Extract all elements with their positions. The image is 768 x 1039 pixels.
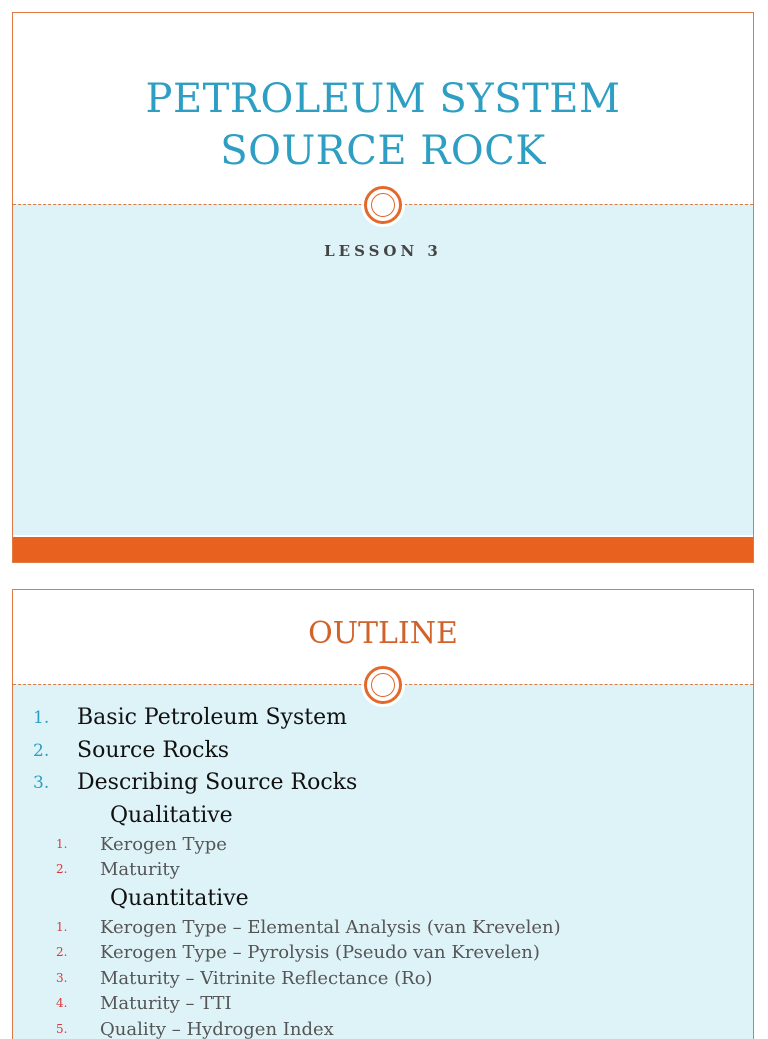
sub-list-item [13, 940, 753, 966]
outline-title: OUTLINE [13, 616, 753, 651]
sub-list-item [13, 915, 753, 941]
slide-title-line-2: SOURCE ROCK [13, 125, 753, 177]
sub-list-item [13, 991, 753, 1017]
list-number: 2. [33, 735, 49, 768]
sub-list-text: Kerogen Type – Pyrolysis (Pseudo van Krevelen) [100, 940, 540, 966]
list-text: Describing Source Rocks [77, 767, 357, 800]
sub-list-item [13, 1017, 753, 1039]
list-text: Basic Petroleum System [77, 702, 347, 735]
sub-list-text: Kerogen Type – Elemental Analysis (van Krevelen) [100, 915, 561, 941]
outline-list [13, 702, 753, 1039]
slide-title [13, 73, 753, 177]
sub-list-text: Maturity [100, 857, 180, 883]
accent-bar [13, 537, 753, 563]
sub-list-number: 4. [56, 991, 67, 1017]
slide-title-line-1: PETROLEUM SYSTEM [13, 73, 753, 125]
sub-list-item [13, 966, 753, 992]
list-text: Source Rocks [77, 735, 229, 768]
sub-list-text: Maturity – TTI [100, 991, 232, 1017]
sub-list-item [13, 832, 753, 858]
list-number: 3. [33, 767, 49, 800]
sub-list-text: Quality – Hydrogen Index [100, 1017, 334, 1039]
sub-list-number: 1. [56, 832, 67, 858]
title-slide [12, 12, 754, 563]
sub-list-item [13, 857, 753, 883]
circle-ornament-icon [364, 666, 402, 704]
sub-heading-text: Qualitative [110, 800, 233, 832]
sub-list-number: 2. [56, 940, 67, 966]
sub-heading-quantitative [13, 883, 753, 915]
list-item [13, 702, 753, 735]
slide-subtitle: LESSON 3 [13, 242, 753, 260]
sub-list-number: 3. [56, 966, 67, 992]
list-item [13, 735, 753, 768]
sub-list-text: Kerogen Type [100, 832, 227, 858]
circle-ornament-icon [364, 186, 402, 224]
sub-heading-qualitative [13, 800, 753, 832]
sub-list-number: 5. [56, 1017, 67, 1039]
sub-list-text: Maturity – Vitrinite Reflectance (Ro) [100, 966, 433, 992]
sub-list-number: 1. [56, 915, 67, 941]
list-number: 1. [33, 702, 49, 735]
outline-slide [12, 589, 754, 1039]
sub-list-number: 2. [56, 857, 67, 883]
list-item [13, 767, 753, 800]
sub-heading-text: Quantitative [110, 883, 249, 915]
